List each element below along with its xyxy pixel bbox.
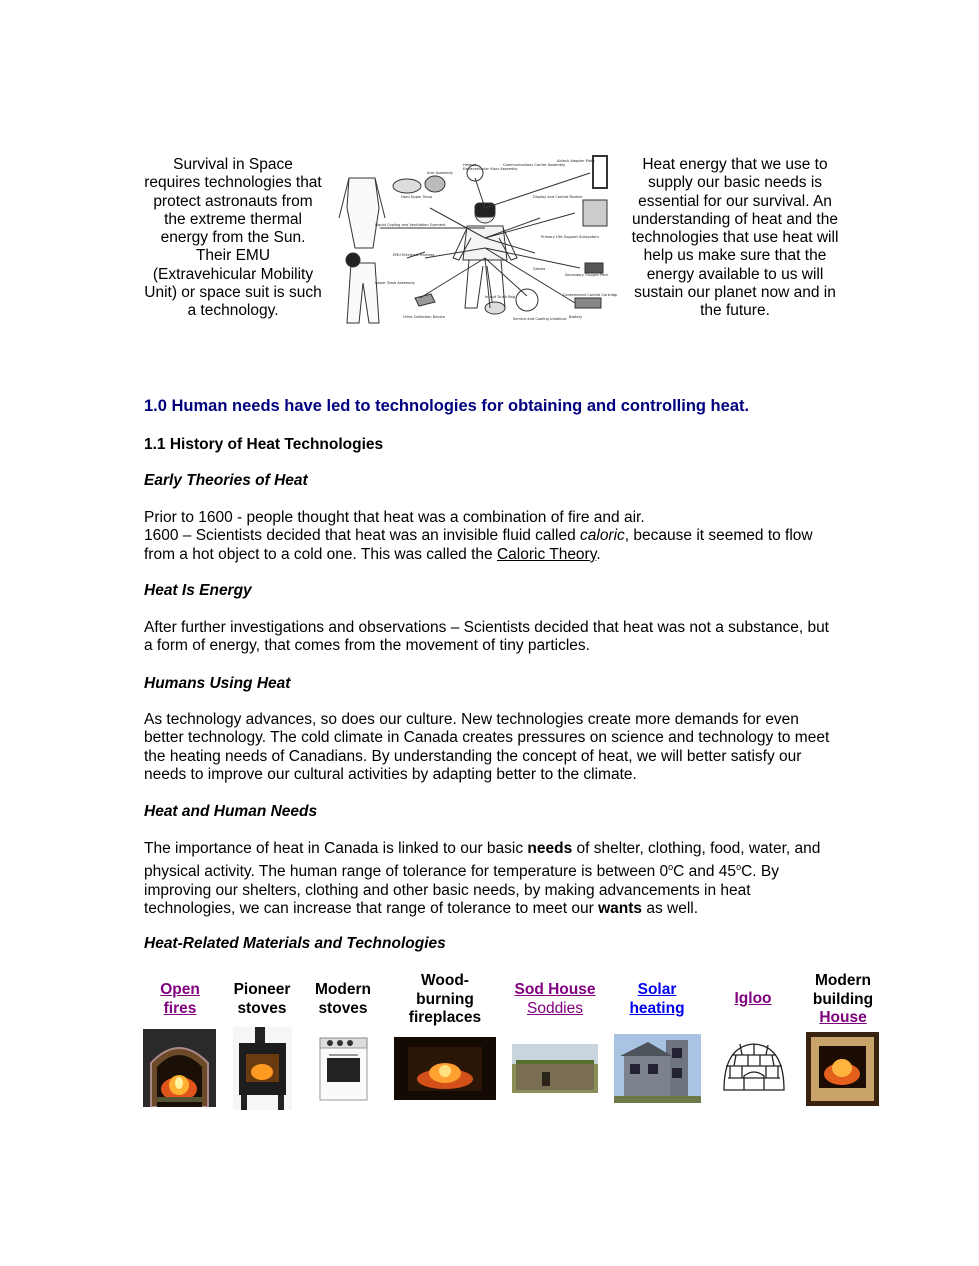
degree-sup: o <box>736 862 742 873</box>
fire-icon <box>143 1029 216 1107</box>
energy-heading: Heat Is Energy <box>144 582 252 599</box>
diagram-label: Service and Cooling Umbilical <box>513 317 567 321</box>
fireplace-image <box>394 1037 496 1100</box>
open-fires-link[interactable]: Open fires <box>160 981 200 1017</box>
humans-heading: Humans Using Heat <box>144 675 291 692</box>
diagram-label: Extravehicular Visor Assembly <box>463 167 518 171</box>
energy-text: After further investigations and observations – Scientists decided that heat was not a substance, but a form of energy, that comes from the movement of tiny particles. <box>144 619 829 655</box>
diagram-label: Urine Collection Device <box>403 315 445 319</box>
caloric-term: caloric <box>580 527 625 545</box>
item-igloo[interactable] <box>725 990 781 1009</box>
igloo-link[interactable]: Igloo <box>734 990 772 1007</box>
intro-left-text: Survival in Space requires technologies that protect astronauts from the extreme thermal energy from the Sun. Their EMU (Extravehicular Mobility Unit) or space suit is such a technology. <box>144 156 322 320</box>
needs-bold: needs <box>527 840 573 857</box>
diagram-label: Hard Upper Torso <box>401 195 433 199</box>
needs-p5: as well. <box>642 900 699 918</box>
diagram-label: In-suit Drink Bag <box>485 295 516 299</box>
diagram-label: Battery <box>569 315 583 319</box>
early-line2 <box>144 527 844 564</box>
diagram-label: Display and Control Module <box>533 195 583 199</box>
needs-p4: C. By improving our shelters, clothing and other basic needs, by making advancements in heat technologies, we can increase that range of tolerance to meet our <box>144 863 779 918</box>
item-wood-fireplaces: Wood-burning fireplaces <box>408 972 482 1026</box>
solar-house-icon <box>614 1034 701 1103</box>
early-line1: Prior to 1600 - people thought that heat was a combination of fire and air. <box>144 509 645 526</box>
diagram-label: Primary Life Support Subsystem <box>541 235 599 239</box>
early-line2-a: 1600 – Scientists decided that heat was an invisible fluid called <box>144 527 580 545</box>
soddies-link[interactable]: Soddies <box>526 999 583 1017</box>
needs-p1: The importance of heat in Canada is linked to our basic <box>144 840 528 857</box>
materials-heading: Heat-Related Materials and Technologies <box>144 935 446 952</box>
range-icon <box>317 1036 370 1102</box>
modern-fireplace-image <box>806 1032 879 1106</box>
caloric-theory-term: Caloric Theory <box>496 545 597 563</box>
diagram-label: EMU Electrical Harness <box>393 253 435 257</box>
needs-p3: C and 45 <box>673 863 737 881</box>
diagram-label: Communications Carrier Assembly <box>503 163 566 167</box>
open-fire-image <box>143 1029 216 1107</box>
modern-building-label: Modern building <box>812 972 874 1008</box>
igloo-image <box>720 1040 788 1094</box>
item-modern-stoves: Modern stoves <box>315 981 371 1017</box>
item-open-fires[interactable] <box>143 981 217 1018</box>
item-pioneer-stoves: Pioneer stoves <box>233 981 291 1017</box>
emu-diagram-drawing <box>335 148 617 328</box>
igloo-icon <box>720 1040 788 1094</box>
emu-diagram <box>335 148 617 328</box>
early-heading: Early Theories of Heat <box>144 472 308 489</box>
sod-house-icon <box>512 1044 598 1093</box>
solar-house-image <box>614 1034 701 1103</box>
item-sod-house[interactable] <box>505 981 605 1018</box>
diagram-label: Liquid Cooling and Ventilation Garment <box>375 223 446 227</box>
intro-right-text: Heat energy that we use to supply our basic needs is essential for our survival. An understanding of heat and the technologies that use heat will help us make sure that the energy available to us will sustain our planet now and in the future. <box>631 156 839 320</box>
diagram-label: Airlock Adapter Plate <box>557 159 595 163</box>
diagram-label: Arm Assembly <box>427 171 453 175</box>
degree-sup: o <box>668 862 674 873</box>
wants-bold: wants <box>598 900 643 918</box>
early-body <box>144 509 844 564</box>
modern-fireplace-icon <box>806 1032 879 1106</box>
section-title: 1.0 Human needs have led to technologies for obtaining and controlling heat. <box>144 397 750 415</box>
early-line2-b: , because it seemed to flow from a hot object to a cold one. This was called the <box>144 527 813 563</box>
needs-heading: Heat and Human Needs <box>144 803 318 820</box>
item-modern-building <box>800 972 886 1028</box>
house-link[interactable]: House <box>819 1009 867 1026</box>
stove-icon <box>233 1027 292 1110</box>
item-solar-heating[interactable] <box>622 981 692 1018</box>
humans-text: As technology advances, so does our culture. New technologies create more demands for even better technology. The cold climate in Canada creates pressures on science and technology to meet the heating needs of Canadians. By understanding the concept of heat, we will better satisfy our needs to improve our cultural activities by adapting better to the climate. <box>144 711 830 784</box>
diagram-label: Lower Torso Assembly <box>375 281 415 285</box>
diagram-label: Contaminant Control Cartridge <box>563 293 617 297</box>
needs-p2: of shelter, clothing, food, water, and physical activity. The human range of tolerance for temperature is between 0 <box>144 840 821 881</box>
diagram-label: Secondary Oxygen Pack <box>565 273 609 277</box>
fireplace-icon <box>394 1037 496 1100</box>
sod-house-image <box>512 1044 598 1093</box>
sod-house-link[interactable]: Sod House <box>514 981 596 998</box>
section-subtitle: 1.1 History of Heat Technologies <box>144 436 384 453</box>
early-line2-end: . <box>596 545 601 563</box>
diagram-label: Helmet <box>463 163 477 167</box>
modern-stove-image <box>317 1036 370 1102</box>
pioneer-stove-image <box>233 1027 292 1110</box>
solar-heating-link[interactable]: Solar heating <box>629 981 685 1017</box>
diagram-label: Gloves <box>533 267 546 271</box>
needs-text <box>144 840 824 919</box>
